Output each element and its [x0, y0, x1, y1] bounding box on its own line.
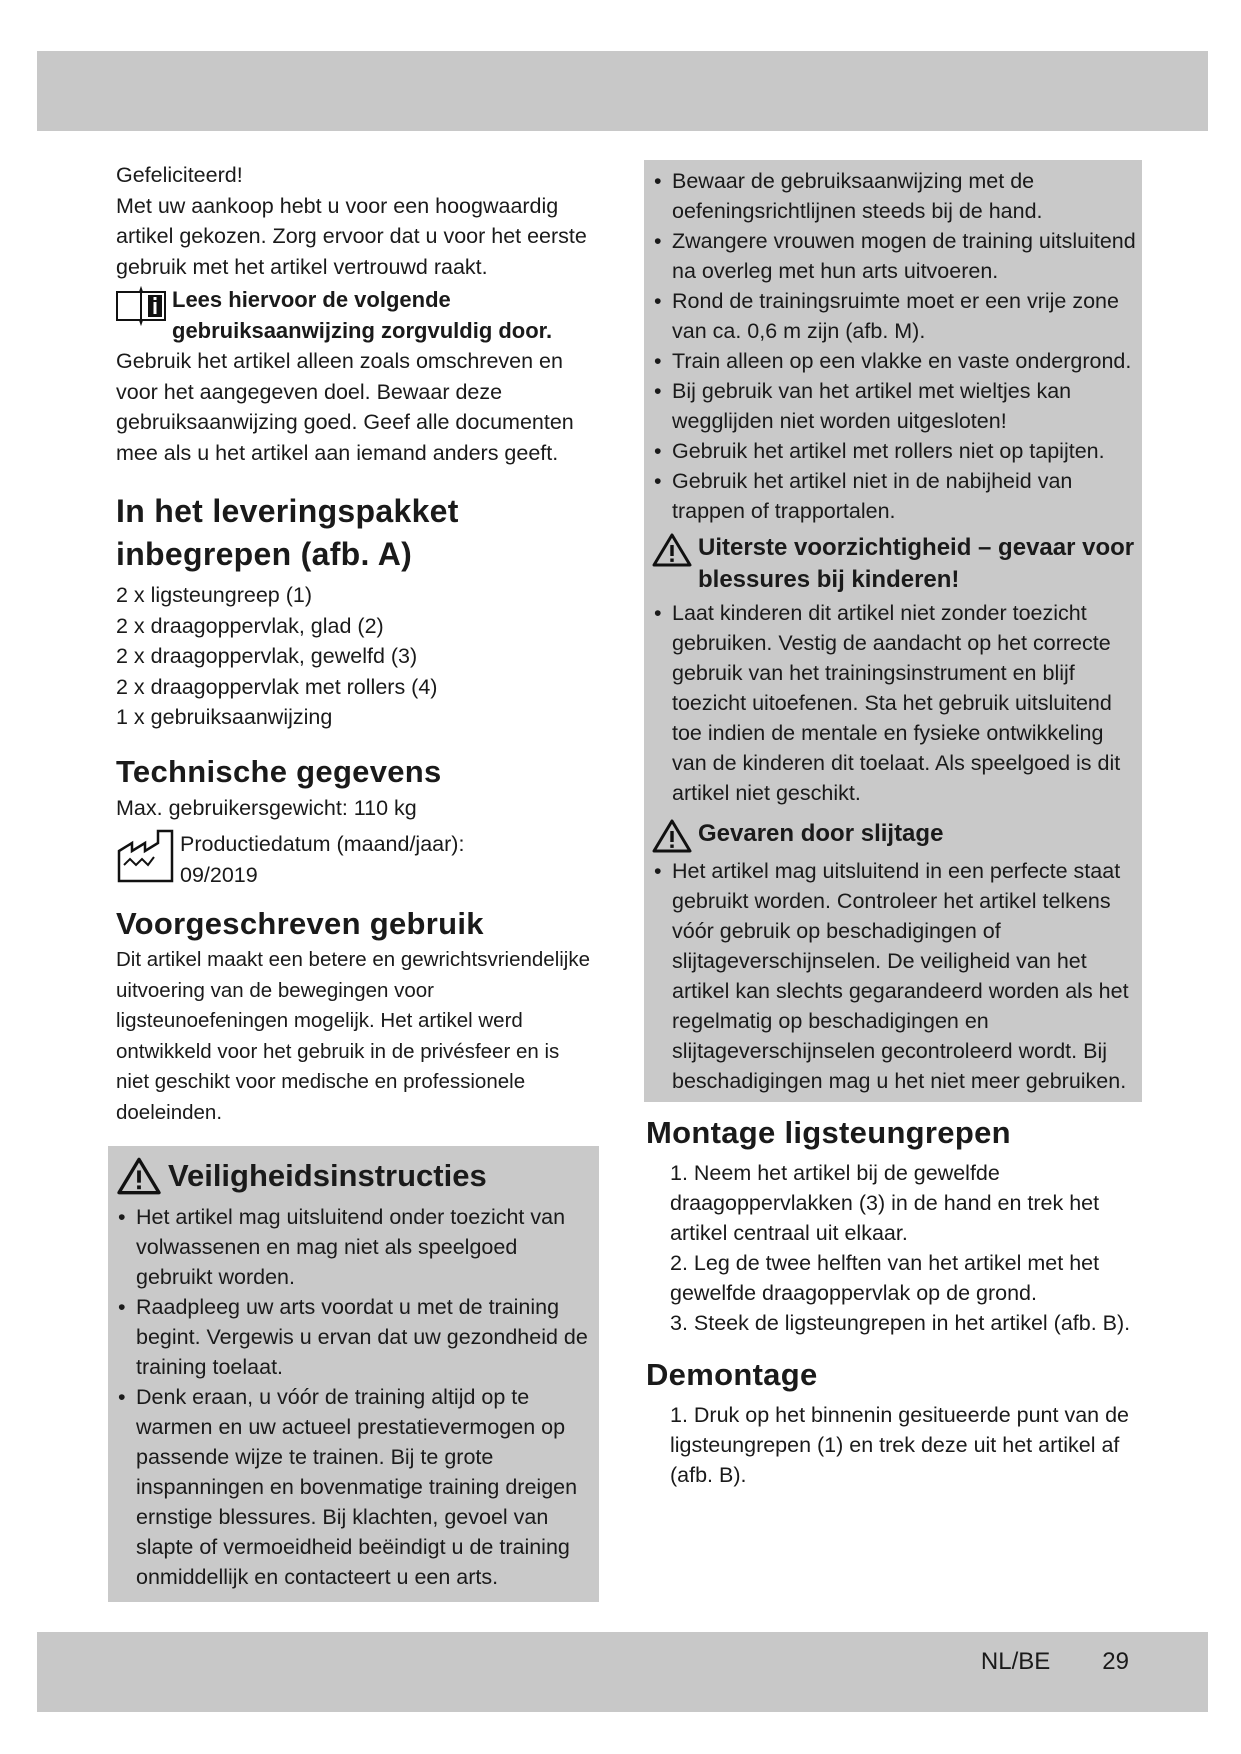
safety-title: Veiligheidsinstructies [168, 1158, 487, 1193]
wear-item: • Het artikel mag uitsluitend in een perfecte staat gebruikt worden. Controleer het artikel telkens vóór gebruik op beschadigingen of slijtageverschijnselen. De veiligheid van het artikel kan slechts gegarandeerd worden als het regelmatig op beschadigingen en slijtageverschijnselen gecontroleerd wordt. Bij beschadigingen mag u het niet meer gebruiken. [652, 856, 1136, 1096]
intro-greeting: Gefeliciteerd! [116, 163, 243, 187]
demount-steps [646, 1400, 1134, 1490]
safety-item: • Train alleen op een vlakke en vaste ondergrond. [652, 346, 1136, 376]
use-text: Dit artikel maakt een betere en gewrichtsvriendelijke uitvoering van de bewegingen voor ligsteunoefeningen mogelijk. Het artikel werd ontwikkeld voor het gebruik in de privésfeer en is niet geschikt voor medische en professionele doeleinden. [116, 948, 591, 1124]
safety-box [108, 1146, 599, 1602]
demount-step: 1. Druk op het binnenin gesitueerde punt van de ligsteungrepen (1) en trek deze uit het artikel af (afb. B). [670, 1403, 1129, 1487]
usage-paragraph: Gebruik het artikel alleen zoals omschreven en voor het aangegeven doel. Bewaar deze gebruiksaanwijzing goed. Geef alle documenten mee als u het artikel aan iemand anders geeft. [116, 349, 574, 465]
delivery-list [116, 580, 596, 733]
mount-title: Montage ligsteungrepen [646, 1115, 1011, 1150]
right-column [646, 160, 1134, 1490]
safety-item: • Raadpleeg uw arts voordat u met de training begint. Vergewis u ervan dat uw gezondheid de training toelaat. [116, 1292, 589, 1382]
delivery-item: 1 x gebruiksaanwijzing [116, 705, 333, 729]
delivery-item: 2 x ligsteungreep (1) [116, 583, 312, 607]
read-note-text: Lees hiervoor de volgende gebruiksaanwijzing zorgvuldig door. [172, 287, 553, 343]
warning-icon [652, 818, 692, 854]
warning-icon [116, 1156, 162, 1196]
safety-heading [116, 1156, 589, 1196]
safety-item: • Het artikel mag uitsluitend onder toezicht van volwassenen en mag niet als speelgoed gebruikt worden. [116, 1202, 589, 1292]
safety-item: • Gebruik het artikel met rollers niet op tapijten. [652, 436, 1136, 466]
tech-weight: Max. gebruikersgewicht: 110 kg [116, 795, 417, 820]
production-value: 09/2019 [180, 863, 258, 887]
mount-step: 2. Leg de twee helften van het artikel met het gewelfde draagoppervlak op de grond. [670, 1251, 1100, 1305]
children-heading [652, 532, 1136, 596]
intro-text: Met uw aankoop hebt u voor een hoogwaardig artikel gekozen. Zorg ervoor dat u voor het eerste gebruik met het artikel vertrouwd raakt. [116, 193, 587, 279]
delivery-title: In het leveringspakket inbegrepen (afb. A) [116, 493, 459, 572]
delivery-item: 2 x draagoppervlak, glad (2) [116, 613, 384, 638]
production-date [116, 829, 596, 891]
safety-item: • Denk eraan, u vóór de training altijd op te warmen en uw actueel prestatievermogen op passende wijze te trainen. Bij te grote inspanningen en bovenmatige training dreigen ernstige blessures. Bij klachten, gevoel van slapte of vermoeidheid beëindigt u de training onmiddellijk en contacteert u een arts. [116, 1382, 589, 1592]
safety-list [116, 1202, 589, 1592]
general-safety-list [652, 166, 1136, 526]
delivery-item: 2 x draagoppervlak, gewelfd (3) [116, 644, 418, 668]
left-column [116, 160, 596, 1602]
wear-title: Gevaren door slijtage [698, 820, 944, 847]
read-note [116, 284, 596, 346]
safety-item: • Rond de trainingsruimte moet er een vrije zone van ca. 0,6 m zijn (afb. M). [652, 286, 1136, 346]
safety-item: • Bij gebruik van het artikel met wieltjes kan wegglijden niet worden uitgesloten! [652, 376, 1136, 436]
footer-region: NL/BE [980, 1648, 1051, 1675]
production-label: Productiedatum (maand/jaar): [180, 832, 465, 856]
mount-steps [646, 1158, 1134, 1338]
page-footer [981, 1648, 1129, 1676]
manual-info-icon [114, 286, 168, 326]
factory-icon [116, 829, 174, 885]
delivery-item: 2 x draagoppervlak met rollers (4) [116, 674, 438, 699]
children-title: Uiterste voorzichtigheid – gevaar voor blessures bij kinderen! [698, 534, 1135, 593]
wear-heading [652, 818, 1136, 854]
header-band [37, 51, 1208, 131]
warning-icon [652, 532, 692, 568]
page-number: 29 [1102, 1648, 1129, 1675]
wear-list [652, 856, 1136, 1096]
safety-item: • Bewaar de gebruiksaanwijzing met de oefeningsrichtlijnen steeds bij de hand. [652, 166, 1136, 226]
safety-item: • Gebruik het artikel niet in de nabijheid van trappen of trapportalen. [652, 466, 1136, 526]
mount-step: 1. Neem het artikel bij de gewelfde draagoppervlakken (3) in de hand en trek het artikel centraal uit elkaar. [670, 1161, 1100, 1245]
demount-title: Demontage [646, 1357, 818, 1392]
use-title: Voorgeschreven gebruik [116, 906, 484, 941]
mount-step: 3. Steek de ligsteungrepen in het artikel (afb. B). [670, 1311, 1131, 1335]
safety-continued-box [644, 160, 1142, 1102]
tech-title: Technische gegevens [116, 753, 442, 789]
children-list [652, 598, 1136, 808]
safety-item: • Zwangere vrouwen mogen de training uitsluitend na overleg met hun arts uitvoeren. [652, 226, 1136, 286]
children-item: • Laat kinderen dit artikel niet zonder toezicht gebruiken. Vestig de aandacht op het correcte gebruik van het trainingsinstrument en blijf toezicht uitoefenen. Sta het gebruik uitsluitend toe indien de mentale en fysieke ontwikkeling van de kinderen dit toelaat. Als speelgoed is dit artikel niet geschikt. [652, 598, 1136, 808]
